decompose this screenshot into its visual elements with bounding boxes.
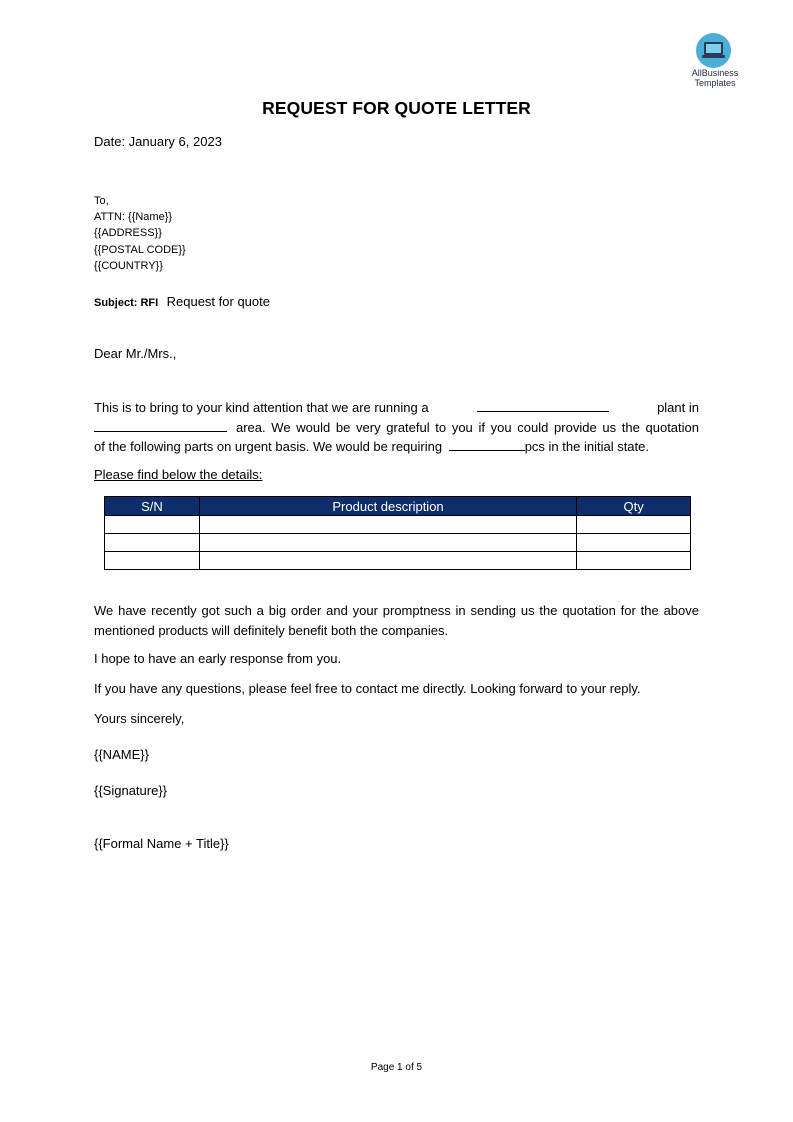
subject-text: Request for quote <box>166 294 270 309</box>
logo-line-2: Templates <box>694 78 736 88</box>
intro-text-3b: pcs in the initial state. <box>524 439 649 454</box>
closing: Yours sincerely, <box>94 711 185 726</box>
details-table <box>104 496 691 570</box>
table-cell-qty[interactable] <box>577 516 691 534</box>
column-header-qty: Qty <box>577 497 691 516</box>
table-row <box>105 552 691 570</box>
details-heading: Please find below the details: <box>94 467 263 482</box>
subject-line <box>94 293 270 311</box>
area-blank[interactable] <box>94 418 227 432</box>
logo-text <box>680 68 750 88</box>
recipient-address: {{ADDRESS}} <box>94 227 162 239</box>
sender-formal-name: {{Formal Name + Title}} <box>94 836 229 851</box>
logo-icon <box>696 33 731 68</box>
sender-name: {{NAME}} <box>94 747 149 762</box>
intro-line-3 <box>94 437 699 457</box>
intro-text-3a: of the following parts on urgent basis. We would be requiring <box>94 439 443 454</box>
body-paragraph-3: If you have any questions, please feel free to contact me directly. Looking forward to your reply. <box>94 681 641 696</box>
table-row <box>105 534 691 552</box>
body-paragraph-1: We have recently got such a big order and your promptness in sending us the quotation for the above mentioned products will definitely benefit both the companies. <box>94 603 699 638</box>
column-header-sn: S/N <box>105 497 200 516</box>
page-number: Page 1 of 5 <box>370 1062 423 1073</box>
recipient-country: {{COUNTRY}} <box>94 260 163 272</box>
date-line: Date: January 6, 2023 <box>94 134 222 149</box>
intro-paragraph <box>94 398 699 457</box>
intro-line-1 <box>94 398 699 418</box>
sender-signature: {{Signature}} <box>94 783 168 798</box>
intro-line-2 <box>94 418 699 438</box>
table-cell-description[interactable] <box>199 552 576 570</box>
intro-text-1b: plant in <box>657 400 699 415</box>
quantity-blank[interactable] <box>449 437 525 451</box>
table-cell-sn[interactable] <box>105 552 200 570</box>
recipient-postal-code: {{POSTAL CODE}} <box>94 244 186 256</box>
table-cell-description[interactable] <box>199 534 576 552</box>
subject-label: Subject: RFI <box>94 297 159 309</box>
page-title: REQUEST FOR QUOTE LETTER <box>262 98 531 118</box>
table-cell-description[interactable] <box>199 516 576 534</box>
logo-line-1: AllBusiness <box>691 68 739 78</box>
recipient-attn: ATTN: {{Name}} <box>94 211 173 223</box>
table-cell-sn[interactable] <box>105 516 200 534</box>
column-header-product-description: Product description <box>199 497 576 516</box>
intro-text-2: area. We would be very grateful to you if you could provide us the quotation <box>236 419 699 435</box>
plant-type-blank[interactable] <box>477 398 609 412</box>
table-row <box>105 516 691 534</box>
intro-text-1a: This is to bring to your kind attention that we are running a <box>94 400 429 415</box>
table-header-row <box>105 497 691 516</box>
greeting: Dear Mr./Mrs., <box>94 346 177 361</box>
body-paragraph-2: I hope to have an early response from you. <box>94 651 342 666</box>
recipient-to: To, <box>94 195 109 207</box>
table-cell-sn[interactable] <box>105 534 200 552</box>
table-cell-qty[interactable] <box>577 534 691 552</box>
table-cell-qty[interactable] <box>577 552 691 570</box>
